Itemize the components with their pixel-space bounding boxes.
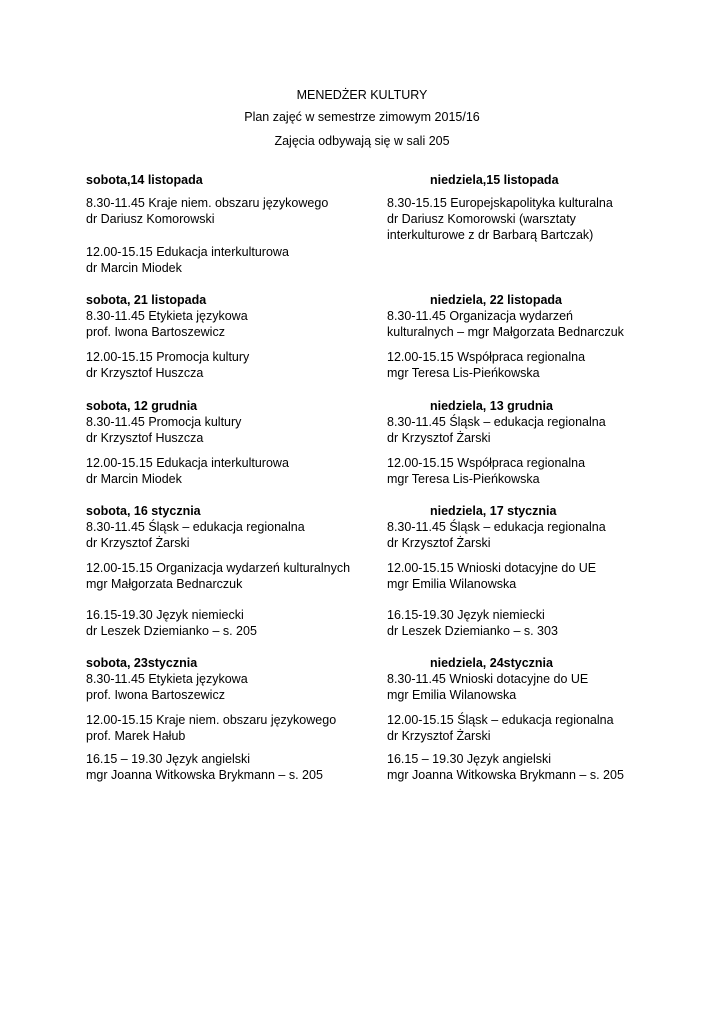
class-teacher: mgr Małgorzata Bednarczuk	[86, 577, 243, 591]
class-time-subject: 8.30-11.45 Promocja kultury	[86, 415, 242, 429]
class-time-subject: 16.15 – 19.30 Język angielski	[387, 752, 551, 766]
class-entry	[387, 308, 624, 340]
class-time-subject: 8.30-11.45 Śląsk – edukacja regionalna	[387, 415, 606, 429]
class-time-subject: 8.30-11.45 Etykieta językowa	[86, 672, 248, 686]
class-entry	[86, 414, 241, 446]
class-time-subject: 12.00-15.15 Promocja kultury	[86, 350, 250, 364]
day-heading-sunday: niedziela, 24stycznia	[430, 656, 553, 670]
day-heading-saturday: sobota,14 listopada	[86, 173, 203, 187]
class-entry	[387, 414, 606, 446]
day-heading-saturday: sobota, 16 stycznia	[86, 504, 201, 518]
class-teacher: prof. Iwona Bartoszewicz	[86, 325, 225, 339]
class-teacher: prof. Marek Hałub	[86, 729, 186, 743]
class-entry	[387, 349, 585, 381]
class-teacher: kulturalnych – mgr Małgorzata Bednarczuk	[387, 325, 624, 339]
class-teacher: prof. Iwona Bartoszewicz	[86, 688, 225, 702]
class-entry	[86, 671, 248, 703]
class-time-subject: 12.00-15.15 Edukacja interkulturowa	[86, 456, 289, 470]
class-time-subject: 8.30-11.45 Organizacja wydarzeń	[387, 309, 573, 323]
class-time-subject: 12.00-15.15 Współpraca regionalna	[387, 456, 586, 470]
class-teacher: mgr Joanna Witkowska Brykmann – s. 205	[387, 768, 624, 782]
class-teacher: dr Krzysztof Huszcza	[86, 366, 204, 380]
class-entry	[387, 519, 606, 551]
class-time-subject: 8.30-11.45 Wnioski dotacyjne do UE	[387, 672, 589, 686]
class-entry	[387, 751, 624, 783]
class-entry	[387, 195, 613, 243]
class-teacher: dr Dariusz Komorowski	[86, 212, 215, 226]
class-teacher: mgr Joanna Witkowska Brykmann – s. 205	[86, 768, 323, 782]
class-teacher: dr Leszek Dziemianko – s. 205	[86, 624, 257, 638]
day-heading-saturday: sobota, 21 listopada	[86, 293, 207, 307]
day-heading-sunday: niedziela, 22 listopada	[430, 293, 562, 307]
class-entry	[387, 671, 588, 703]
day-heading-saturday: sobota, 23stycznia	[86, 656, 198, 670]
class-entry	[387, 455, 585, 487]
day-heading-sunday: niedziela,15 listopada	[430, 173, 559, 187]
class-teacher: dr Dariusz Komorowski (warsztaty	[387, 212, 576, 226]
class-entry	[387, 560, 596, 592]
class-entry	[86, 455, 289, 487]
class-time-subject: 12.00-15.15 Współpraca regionalna	[387, 350, 586, 364]
class-teacher: dr Krzysztof Żarski	[387, 431, 491, 445]
day-heading-sunday: niedziela, 17 stycznia	[430, 504, 557, 518]
class-teacher: mgr Teresa Lis-Pieńkowska	[387, 366, 540, 380]
class-time-subject: 12.00-15.15 Śląsk – edukacja regionalna	[387, 713, 614, 727]
class-time-subject: 12.00-15.15 Kraje niem. obszaru językowego	[86, 713, 337, 727]
class-entry	[86, 519, 305, 551]
day-heading-sunday: niedziela, 13 grudnia	[430, 399, 553, 413]
class-time-subject: 16.15-19.30 Język niemiecki	[387, 608, 545, 622]
class-time-subject: 16.15 – 19.30 Język angielski	[86, 752, 250, 766]
class-time-subject: 8.30-11.45 Śląsk – edukacja regionalna	[86, 520, 305, 534]
class-entry	[86, 349, 249, 381]
class-entry	[86, 560, 350, 592]
class-teacher: mgr Teresa Lis-Pieńkowska	[387, 472, 540, 486]
class-entry	[86, 308, 248, 340]
class-entry	[86, 195, 328, 227]
document-subtitle: Plan zajęć w semestrze zimowym 2015/16	[244, 110, 480, 124]
class-note: interkulturowe z dr Barbarą Bartczak)	[387, 228, 594, 242]
class-time-subject: 16.15-19.30 Język niemiecki	[86, 608, 244, 622]
class-time-subject: 12.00-15.15 Edukacja interkulturowa	[86, 245, 289, 259]
class-entry	[387, 712, 614, 744]
class-entry	[387, 607, 558, 639]
class-teacher: dr Krzysztof Żarski	[387, 729, 491, 743]
class-teacher: dr Krzysztof Żarski	[387, 536, 491, 550]
class-teacher: dr Krzysztof Huszcza	[86, 431, 204, 445]
class-time-subject: 12.00-15.15 Wnioski dotacyjne do UE	[387, 561, 597, 575]
class-entry	[86, 712, 336, 744]
class-teacher: dr Marcin Miodek	[86, 472, 182, 486]
class-teacher: mgr Emilia Wilanowska	[387, 577, 517, 591]
class-time-subject: 8.30-15.15 Europejskapolityka kulturalna	[387, 196, 613, 210]
class-teacher: mgr Emilia Wilanowska	[387, 688, 517, 702]
document-title: MENEDŻER KULTURY	[296, 88, 428, 102]
class-time-subject: 8.30-11.45 Etykieta językowa	[86, 309, 248, 323]
room-note: Zajęcia odbywają się w sali 205	[274, 134, 450, 148]
class-entry	[86, 244, 289, 276]
class-time-subject: 8.30-11.45 Śląsk – edukacja regionalna	[387, 520, 606, 534]
class-entry	[86, 751, 323, 783]
class-time-subject: 8.30-11.45 Kraje niem. obszaru językowego	[86, 196, 329, 210]
class-time-subject: 12.00-15.15 Organizacja wydarzeń kulturalnych	[86, 561, 351, 575]
class-teacher: dr Leszek Dziemianko – s. 303	[387, 624, 558, 638]
day-heading-saturday: sobota, 12 grudnia	[86, 399, 198, 413]
class-teacher: dr Krzysztof Żarski	[86, 536, 190, 550]
class-entry	[86, 607, 257, 639]
class-teacher: dr Marcin Miodek	[86, 261, 182, 275]
